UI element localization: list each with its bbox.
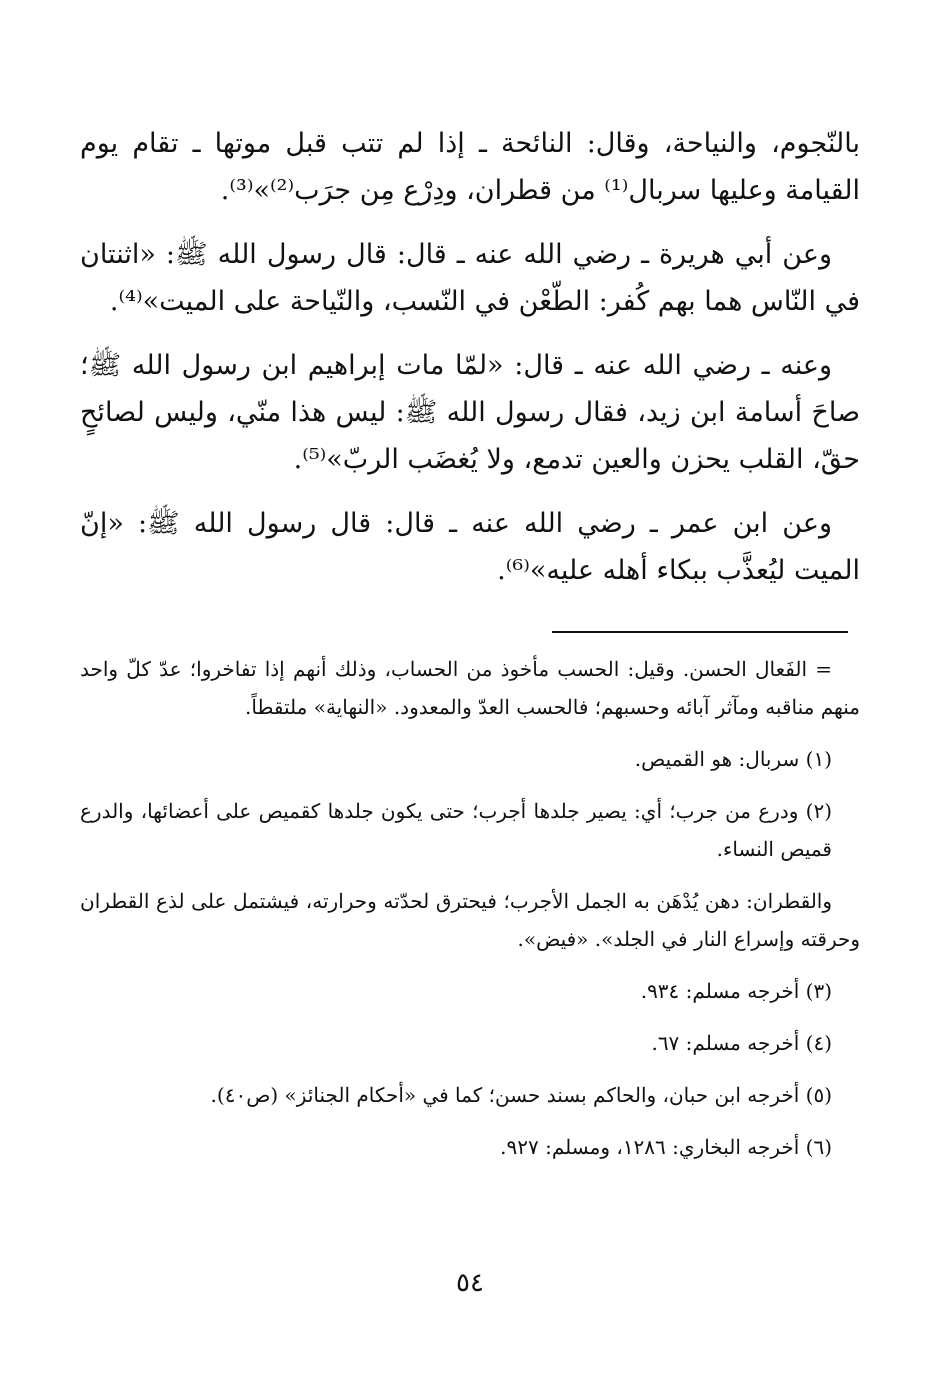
paragraph-3: وعنه ـ رضي الله عنه ـ قال: «لمّا مات إبراهيم ابن رسول الله ﷺ؛ صاحَ أسامة ابن زيد، فقال رسول الله ﷺ: ليس هذا منّي، وليس لصائحٍ حقّ، القلب يحزن والعين تدمع، ولا يُغضَب الربّ»⁽⁵⁾. bbox=[80, 350, 860, 475]
footnote-6: (٦) أخرجه البخاري: ١٢٨٦، ومسلم: ٩٢٧. bbox=[500, 1135, 832, 1159]
paragraph-2: وعن أبي هريرة ـ رضي الله عنه ـ قال: قال رسول الله ﷺ: «اثنتان في النّاس هما بهم كُفر: الطّعْن في النّسب، والنّياحة على الميت»⁽⁴⁾. bbox=[80, 239, 860, 317]
footnotes bbox=[80, 650, 860, 1180]
footnote-3: (٣) أخرجه مسلم: ٩٣٤. bbox=[640, 979, 832, 1003]
main-text bbox=[80, 120, 860, 611]
footnote-separator bbox=[552, 631, 848, 633]
footnote-continuation: = الفَعال الحسن. وقيل: الحسب مأخوذ من الحساب، وذلك أنهم إذا تفاخروا؛ عدّ كلّ واحد منهم مناقبه ومآثر آبائه وحسبهم؛ فالحسب العدّ والمعدود. «النهاية» ملتقطاً. bbox=[80, 657, 860, 719]
page-number: ٥٤ bbox=[456, 1268, 484, 1298]
footnote-2-continuation: والقطران: دهن يُدْهَن به الجمل الأجرب؛ فيحترق لحدّته وحرارته، فيشتمل على لذع القطران وحرقته وإسراع النار في الجلد». «فيض». bbox=[80, 889, 860, 951]
footnote-2: (٢) ودرع من جرب؛ أي: يصير جلدها أجرب؛ حتى يكون جلدها كقميص على أعضائها، والدرع قميص النساء. bbox=[80, 799, 832, 861]
footnote-1: (١) سربال: هو القميص. bbox=[634, 747, 832, 771]
footnote-4: (٤) أخرجه مسلم: ٦٧. bbox=[651, 1031, 832, 1055]
paragraph-1: بالنّجوم، والنياحة، وقال: النائحة ـ إذا لم تتب قبل موتها ـ تقام يوم القيامة وعليها سربال⁽¹⁾ من قطران، ودِرْع مِن جرَب⁽²⁾»⁽³⁾. bbox=[80, 128, 860, 206]
paragraph-4: وعن ابن عمر ـ رضي الله عنه ـ قال: قال رسول الله ﷺ: «إنّ الميت ليُعذَّب ببكاء أهله عليه»⁽⁶⁾. bbox=[80, 508, 860, 586]
footnote-5: (٥) أخرجه ابن حبان، والحاكم بسند حسن؛ كما في «أحكام الجنائز» (ص٤٠). bbox=[210, 1083, 832, 1107]
